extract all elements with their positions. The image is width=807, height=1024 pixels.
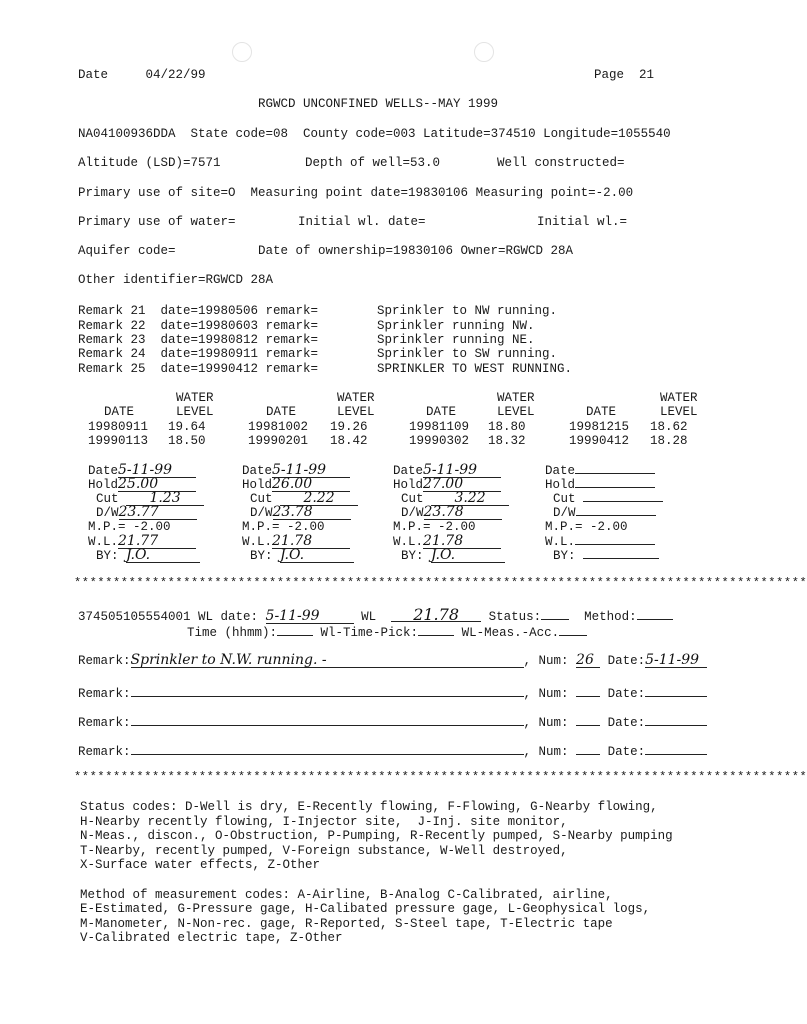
handwritten-dw[interactable]: 23.77 [119, 506, 197, 520]
handwritten-wl[interactable]: 21.77 [118, 535, 196, 549]
field-label: Hold [545, 478, 576, 492]
remark-field[interactable] [131, 742, 524, 755]
num-field[interactable] [576, 684, 600, 697]
legend-line: V-Calibrated electric tape, Z-Other [80, 931, 343, 945]
num-label: , Num: [523, 687, 569, 701]
legend-line: E-Estimated, G-Pressure gage, H-Calibated pressure gage, L-Geophysical logs, [80, 902, 651, 916]
star-separator: ********************************************************************************************** [74, 770, 807, 784]
remark-entry [78, 684, 707, 702]
handwritten-dw[interactable] [576, 515, 656, 516]
col-header-level: LEVEL [176, 405, 214, 419]
punch-hole-right [474, 42, 494, 62]
handwritten-cut[interactable]: 2.22 [280, 492, 358, 506]
table-cell-level: 19.64 [168, 420, 206, 434]
col-header-level: LEVEL [660, 405, 698, 419]
field-row-mp: M.P.= -2.00 [545, 520, 628, 534]
field-label: D/W [553, 506, 576, 520]
table-cell-level: 18.32 [488, 434, 526, 448]
handwritten-date[interactable]: 5-11-99 [118, 464, 196, 478]
legend-line: T-Nearby, recently pumped, V-Foreign substance, W-Well destroyed, [80, 844, 568, 858]
meas-acc-label: WL-Meas.-Acc. [461, 626, 560, 640]
remark-text: SPRINKLER TO WEST RUNNING. [377, 362, 573, 376]
table-cell-date: 19990412 [569, 434, 630, 448]
field-label: D/W [401, 506, 424, 520]
remark-date: date=19980812 remark= [160, 333, 319, 347]
handwritten-hold[interactable]: 27.00 [423, 478, 501, 492]
handwritten-wl[interactable]: 21.78 [423, 535, 501, 549]
table-cell-level: 18.80 [488, 420, 526, 434]
legend-line: H-Nearby recently flowing, I-Injector site, J-Inj. site monitor, [80, 815, 568, 829]
field-label: W.L. [393, 535, 424, 549]
handwritten-date[interactable]: 5-11-99 [423, 464, 501, 478]
field-label: Date [88, 464, 119, 478]
col-header-date: DATE [266, 405, 297, 419]
field-row-by [553, 549, 659, 564]
legend-line: N-Meas., discon., O-Obstruction, P-Pumping, R-Recently pumped, S-Nearby pumping [80, 829, 673, 843]
remark-date: date=19980911 remark= [160, 347, 319, 361]
remark-label: Remark 21 [78, 304, 146, 318]
field-label: Date [393, 464, 424, 478]
field-row-cut [553, 492, 663, 507]
remark-label: Remark 25 [78, 362, 146, 376]
info-aquifer: Aquifer code= [78, 244, 176, 258]
field-label: D/W [96, 506, 119, 520]
date-label: Date [78, 68, 109, 82]
remark-label: Remark 23 [78, 333, 146, 347]
handwritten-wl-value[interactable]: 21.78 [391, 608, 481, 622]
field-row-dw [96, 506, 197, 521]
info-initial-wl: Initial wl.= [537, 215, 628, 229]
field-label: Hold [88, 478, 119, 492]
field-row-dw [401, 506, 502, 521]
field-label: BY: [401, 549, 424, 563]
method-field[interactable] [637, 607, 673, 620]
legend-line: M-Manometer, N-Non-rec. gage, R-Reported, S-Steel tape, T-Electric tape [80, 917, 613, 931]
remark-text: Sprinkler running NE. [377, 333, 535, 347]
page-label: Page [594, 68, 625, 82]
remark-row [78, 333, 318, 348]
field-label: Cut [96, 492, 119, 506]
handwritten-hold[interactable]: 25.00 [118, 478, 196, 492]
info-use-water: Primary use of water= [78, 215, 236, 229]
remark-date-label: Date: [607, 745, 646, 759]
well-id-label: 374505105554001 WL date: [78, 610, 259, 624]
star-separator: ********************************************************************************************** [74, 576, 807, 590]
table-cell-level: 18.42 [330, 434, 368, 448]
field-label: W.L. [88, 535, 119, 549]
handwritten-dw[interactable]: 23.78 [424, 506, 502, 520]
field-label: Date [545, 464, 576, 478]
table-cell-date: 19981002 [248, 420, 309, 434]
time-field[interactable] [277, 623, 313, 636]
table-cell-date: 19990302 [409, 434, 470, 448]
handwritten-wl[interactable] [575, 544, 655, 545]
handwritten-date[interactable]: 5-11-99 [272, 464, 350, 478]
info-ownership: Date of ownership=19830106 Owner=RGWCD 28A [258, 244, 574, 258]
col-header-date: DATE [586, 405, 617, 419]
col-header-water: WATER [337, 391, 375, 405]
remark-label: Remark 24 [78, 347, 146, 361]
field-label: D/W [250, 506, 273, 520]
num-label: , Num: [523, 716, 569, 730]
handwritten-by[interactable]: J.O. [431, 549, 505, 563]
field-label: BY: [553, 549, 576, 563]
remark-entry [78, 654, 707, 669]
remark-date-label: Date: [607, 654, 646, 668]
table-cell-level: 18.62 [650, 420, 688, 434]
col-header-level: LEVEL [337, 405, 375, 419]
time-entry-line [187, 623, 587, 641]
field-row-mp: M.P.= -2.00 [393, 520, 476, 534]
field-row-hold [545, 478, 655, 493]
handwritten-wl[interactable]: 21.78 [272, 535, 350, 549]
handwritten-cut[interactable] [583, 501, 663, 502]
col-header-water: WATER [176, 391, 214, 405]
field-row-by [250, 549, 354, 564]
num-label: , Num: [523, 745, 569, 759]
time-label: Time (hhmm): [187, 626, 278, 640]
handwritten-cut[interactable]: 3.22 [431, 492, 509, 506]
remark-entry [78, 713, 707, 731]
remark-text: Sprinkler to SW running. [377, 347, 558, 361]
table-cell-date: 19981109 [409, 420, 470, 434]
remark-entry-label: Remark: [78, 687, 131, 701]
field-label: BY: [250, 549, 273, 563]
field-label: Cut [250, 492, 273, 506]
legend-line: Status codes: D-Well is dry, E-Recently flowing, F-Flowing, G-Nearby flowing, [80, 800, 658, 814]
status-field[interactable] [541, 607, 569, 620]
handwritten-cut[interactable]: 1.23 [126, 492, 204, 506]
remark-date-field[interactable] [645, 684, 707, 697]
field-row-mp: M.P.= -2.00 [242, 520, 325, 534]
field-label: Cut [401, 492, 424, 506]
info-initial-date: Initial wl. date= [298, 215, 426, 229]
field-row-dw [250, 506, 351, 521]
table-cell-level: 18.28 [650, 434, 688, 448]
col-header-date: DATE [104, 405, 135, 419]
col-header-level: LEVEL [497, 405, 535, 419]
remark-row [78, 304, 318, 319]
legend-line: Method of measurement codes: A-Airline, B-Analog C-Calibrated, airline, [80, 888, 613, 902]
info-altitude: Altitude (LSD)=7571 [78, 156, 221, 170]
handwritten-hold[interactable]: 26.00 [272, 478, 350, 492]
field-row-mp: M.P.= -2.00 [88, 520, 171, 534]
header-date [78, 68, 206, 83]
remark-date-label: Date: [607, 687, 646, 701]
remark-date: date=19980603 remark= [160, 319, 319, 333]
remark-row [78, 347, 318, 362]
col-header-water: WATER [660, 391, 698, 405]
handwritten-num[interactable]: 26 [576, 654, 600, 668]
table-cell-date: 19990201 [248, 434, 309, 448]
field-row-date [545, 464, 655, 479]
remark-text: Sprinkler to NW running. [377, 304, 558, 318]
remark-date-label: Date: [607, 716, 646, 730]
field-label: Hold [393, 478, 424, 492]
field-row-wl [545, 535, 655, 550]
table-cell-date: 19980911 [88, 420, 149, 434]
info-constructed: Well constructed= [497, 156, 625, 170]
table-cell-date: 19981215 [569, 420, 630, 434]
handwritten-by[interactable]: J.O. [280, 549, 354, 563]
remark-entry [78, 742, 707, 760]
table-cell-level: 18.50 [168, 434, 206, 448]
field-label: W.L. [242, 535, 273, 549]
handwritten-wl-date[interactable]: 5-11-99 [266, 610, 354, 624]
handwritten-remark-date[interactable]: 5-11-99 [645, 654, 707, 668]
date-value: 04/22/99 [145, 68, 206, 82]
num-field[interactable] [576, 713, 600, 726]
remark-field[interactable] [131, 713, 524, 726]
info-site-line: NA04100936DDA State code=08 County code=003 Latitude=374510 Longitude=1055540 [78, 127, 671, 141]
field-label: Date [242, 464, 273, 478]
punch-hole-left [232, 42, 252, 62]
info-other-identifier: Other identifier=RGWCD 28A [78, 273, 274, 287]
method-label: Method: [584, 610, 637, 624]
remark-row [78, 319, 318, 334]
handwritten-dw[interactable]: 23.78 [273, 506, 351, 520]
header-page [594, 68, 654, 83]
remark-text: Sprinkler running NW. [377, 319, 535, 333]
field-label: BY: [96, 549, 119, 563]
handwritten-date[interactable] [575, 473, 655, 474]
info-depth: Depth of well=53.0 [305, 156, 441, 170]
info-use-site: Primary use of site=O Measuring point date=19830106 Measuring point=-2.00 [78, 186, 634, 200]
handwritten-by[interactable] [583, 558, 659, 559]
remark-date-field[interactable] [645, 742, 707, 755]
field-row-by [96, 549, 200, 564]
field-label: Cut [553, 492, 576, 506]
document-title: RGWCD UNCONFINED WELLS--MAY 1999 [258, 97, 499, 111]
field-label: W.L. [545, 535, 576, 549]
field-row-dw [553, 506, 656, 521]
num-field[interactable] [576, 742, 600, 755]
remark-entry-label: Remark: [78, 716, 131, 730]
remark-date: date=19980506 remark= [160, 304, 319, 318]
col-header-water: WATER [497, 391, 535, 405]
table-cell-date: 19990113 [88, 434, 149, 448]
remark-entry-label: Remark: [78, 745, 131, 759]
remark-date-field[interactable] [645, 713, 707, 726]
num-label: , Num: [523, 654, 569, 668]
remark-row [78, 362, 318, 377]
remark-entry-label: Remark: [78, 654, 131, 668]
remark-field[interactable] [131, 684, 524, 697]
wl-label: WL [361, 610, 377, 624]
field-label: Hold [242, 478, 273, 492]
time-pick-field[interactable] [418, 623, 454, 636]
field-row-by [401, 549, 505, 564]
meas-acc-field[interactable] [559, 623, 587, 636]
table-cell-level: 19.26 [330, 420, 368, 434]
remark-date: date=19990412 remark= [160, 362, 319, 376]
status-label: Status: [488, 610, 542, 624]
page-number: 21 [639, 68, 655, 82]
handwritten-remark[interactable]: Sprinkler to N.W. running. - [131, 654, 524, 668]
remark-label: Remark 22 [78, 319, 146, 333]
handwritten-hold[interactable] [575, 487, 655, 488]
time-pick-label: Wl-Time-Pick: [320, 626, 419, 640]
handwritten-by[interactable]: J.O. [126, 549, 200, 563]
col-header-date: DATE [426, 405, 457, 419]
legend-line: X-Surface water effects, Z-Other [80, 858, 321, 872]
